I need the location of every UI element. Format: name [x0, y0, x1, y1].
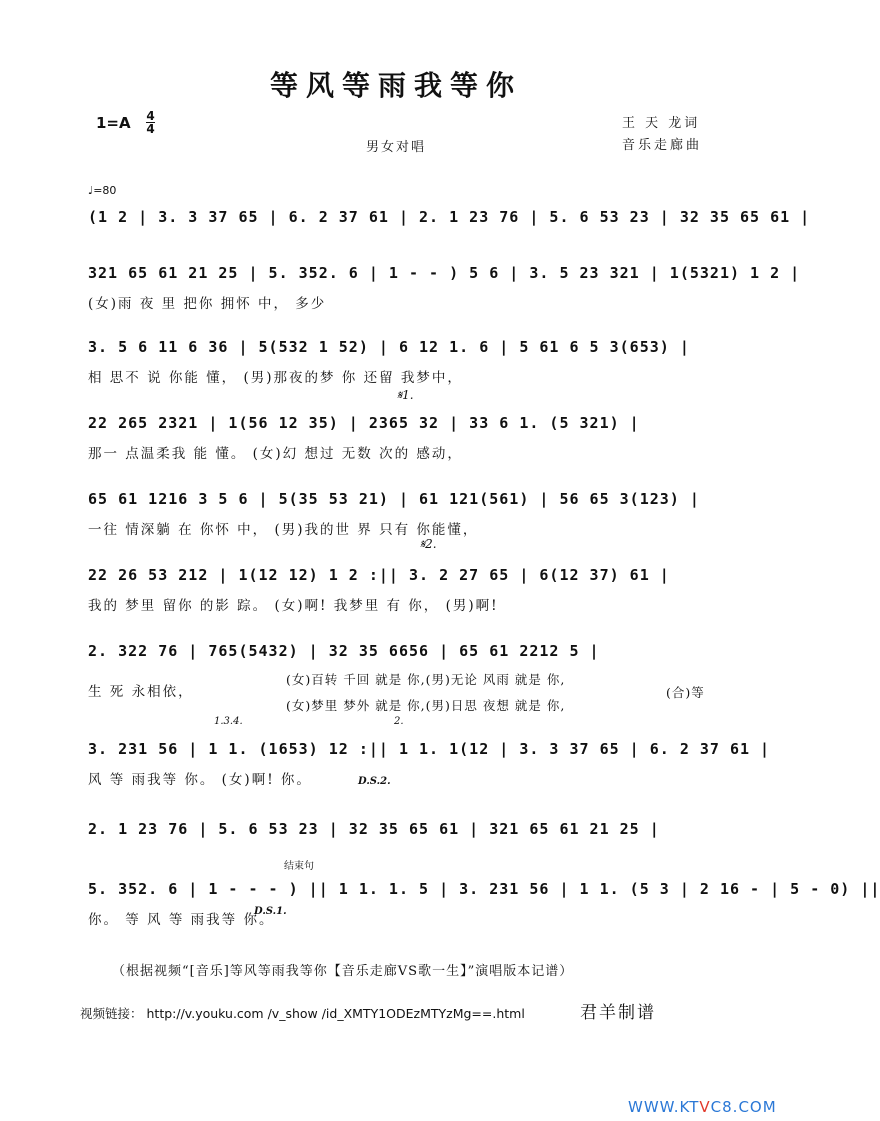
volta-2-mark: 2.: [394, 716, 404, 727]
time-signature: [146, 110, 155, 135]
transcriber-signature: 君羊制谱: [580, 1003, 656, 1023]
site-watermark: [628, 1098, 777, 1116]
watermark-left: WWW.KT: [628, 1098, 700, 1116]
time-signature-top: 4: [146, 109, 155, 123]
volta-1-mark: 1.3.4.: [214, 716, 243, 727]
composer-credit: 音乐走廊曲: [622, 138, 703, 153]
chorus-mark: (合)等: [666, 685, 705, 700]
score-system-8-lyrics: 风 等 雨我等 你。 (女)啊! 你。: [88, 772, 312, 788]
time-signature-bottom: 4: [146, 122, 155, 136]
segno-2-mark: 𝄋2.: [420, 537, 437, 551]
score-system-6-notes: 22 26 53 212 | 1(12 12) 1 2 :|| 3. 2 27 65 | 6(12 37) 61 |: [88, 566, 670, 584]
video-link-url[interactable]: http://v.youku.com /v_show /id_XMTY1ODEzMTYzMg==.html: [146, 1006, 525, 1021]
score-system-9-notes: 2. 1 23 76 | 5. 6 53 23 | 32 35 65 61 | 321 65 61 21 25 |: [88, 820, 660, 838]
score-system-5-lyrics: 一往 情深躺 在 你怀 中， (男)我的世 界 只有 你能懂，: [88, 522, 479, 538]
transcription-note: （根据视频“[音乐]等风等雨我等你【音乐走廊VS歌一生】”演唱版本记谱）: [112, 964, 574, 979]
score-system-7-notes: 2. 322 76 | 765(5432) | 32 35 6656 | 65 61 2212 5 |: [88, 642, 600, 660]
duet-line-1: (女)百转 千回 就是 你,(男)无论 风雨 就是 你,: [286, 672, 566, 687]
watermark-right: C8.COM: [710, 1098, 777, 1116]
score-system-1-notes: (1 2 | 3. 3 37 65 | 6. 2 37 61 | 2. 1 23 76 | 5. 6 53 23 | 32 35 65 61 |: [88, 208, 811, 226]
watermark-mid: V: [699, 1098, 711, 1116]
ds1-mark: D.S.1.: [254, 906, 287, 917]
score-system-7-lyrics: 生 死 永相依，: [88, 684, 194, 700]
ds2-mark: D.S.2.: [358, 776, 391, 787]
score-system-4-notes: 22 265 2321 | 1(56 12 35) | 2365 32 | 33 6 1. (5 321) |: [88, 414, 640, 432]
score-system-8-notes: 3. 231 56 | 1 1. (1653) 12 :|| 1 1. 1(12 | 3. 3 37 65 | 6. 2 37 61 |: [88, 740, 771, 758]
performance-type: 男女对唱: [366, 140, 427, 155]
duet-line-2: (女)梦里 梦外 就是 你,(男)日思 夜想 就是 你,: [286, 698, 566, 713]
score-system-5-notes: 65 61 1216 3 5 6 | 5(35 53 21) | 61 121(561) | 56 65 3(123) |: [88, 490, 700, 508]
video-link-label: 视频链接：: [80, 1006, 143, 1021]
score-system-10-notes: 5. 352. 6 | 1 - - - ) || 1 1. 1. 5 | 3. 231 56 | 1 1. (5 3 | 2 16 - | 5 - 0) ||: [88, 880, 880, 898]
score-system-2-notes: 321 65 61 21 25 | 5. 352. 6 | 1 - - ) 5 6 | 3. 5 23 321 | 1(5321) 1 2 |: [88, 264, 801, 282]
key-signature: 1=A: [96, 114, 131, 132]
segno-1-mark: 𝄋1.: [397, 388, 414, 402]
lyricist-credit: 王 天 龙词: [622, 116, 701, 131]
score-system-3-notes: 3. 5 6 11 6 36 | 5(532 1 52) | 6 12 1. 6 | 5 61 6 5 3(653) |: [88, 338, 690, 356]
score-system-4-lyrics: 那一 点温柔我 能 懂。 (女)幻 想过 无数 次的 感动，: [88, 446, 463, 462]
ending-mark: 结束句: [284, 861, 314, 872]
page-title: 等风等雨我等你: [269, 69, 522, 102]
score-system-2-lyrics: (女)雨 夜 里 把你 拥怀 中， 多少: [88, 296, 327, 312]
tempo-mark: ♩=80: [88, 184, 117, 197]
score-system-10-lyrics: 你。 等 风 等 雨我等 你。: [88, 912, 275, 928]
score-system-3-lyrics: 相 思不 说 你能 懂， (男)那夜的梦 你 还留 我梦中，: [88, 370, 463, 386]
video-link[interactable]: [80, 1004, 525, 1022]
score-system-6-lyrics: 我的 梦里 留你 的影 踪。 (女)啊! 我梦里 有 你， (男)啊!: [88, 598, 499, 614]
